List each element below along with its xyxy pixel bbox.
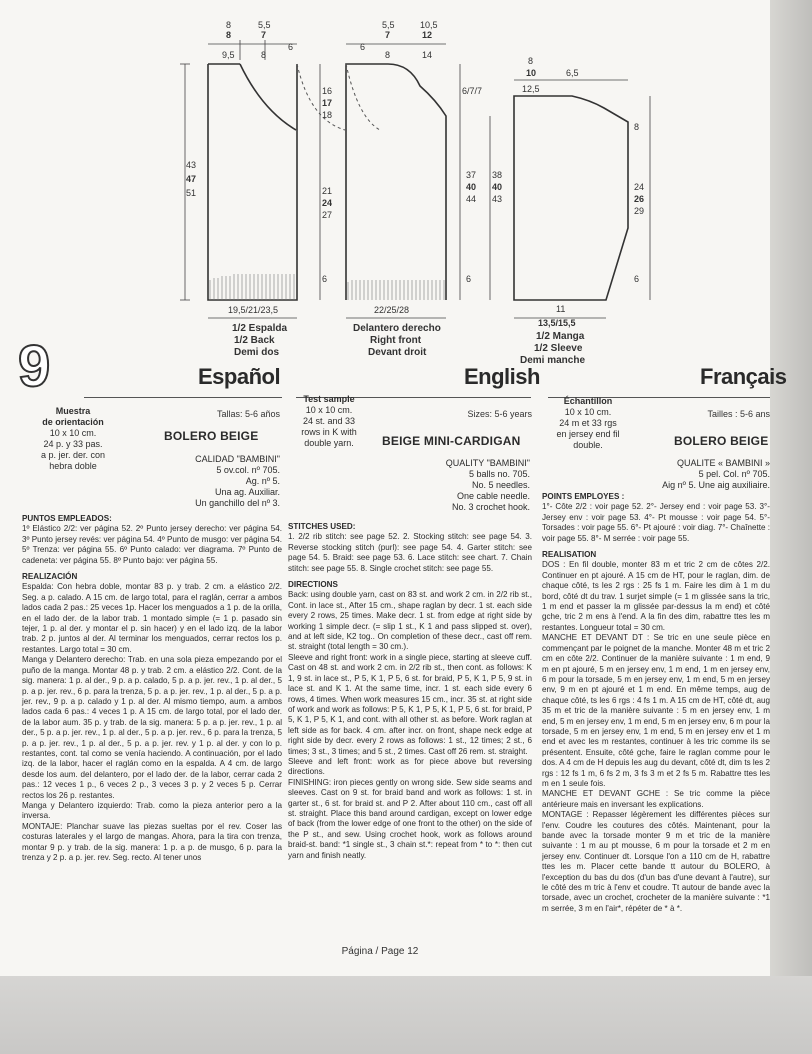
material-2: No. 5 needles. <box>471 480 530 490</box>
front-neckdrop: 6/7/7 <box>462 86 483 96</box>
material-1: 5 pel. Col. nº 705. <box>698 469 770 479</box>
front-top-a: 10,5 <box>420 20 438 30</box>
francais-instructions <box>542 492 770 932</box>
back-top-c: 9,5 <box>222 50 235 60</box>
english-sizes: Sizes: 5-6 years <box>467 409 532 419</box>
sleeve-len-b: 26 <box>634 194 645 204</box>
espanol-materials <box>150 454 280 509</box>
english-stitches-heading: STITCHES USED: <box>288 522 356 531</box>
next-page-edge <box>770 0 812 1054</box>
front-h1-b: 40 <box>466 182 477 192</box>
back-outline <box>208 64 297 300</box>
english-back: Back: using double yarn, cast on 83 st. and work 2 cm. in 2/2 rib st., Cont. in lace st., After 15 cm., shape raglan by decr. 1 st. each side every 2 rows, 25 times. Make decr. 1 st. from edge at right side by working 1 simple decr. (= slip 1 st., K 1 and pass slipped st. over), and at left side, K2 tog.. On completion of these decr., cast off rem. st. straight (total length = 30 cm.). <box>288 590 532 652</box>
espanol-manga-izq: Manga y Delantero izquierdo: Trab. como la pieza anterior pero a la inversa. <box>22 800 282 821</box>
back-top-b: 8 <box>226 30 232 40</box>
sleeve-top-a: 8 <box>528 56 534 66</box>
sleeve-cuff-a: 11 <box>556 304 566 314</box>
section-number: 9 <box>18 334 51 399</box>
front-h2-a: 38 <box>492 170 503 180</box>
english-materials <box>400 458 530 513</box>
back-height-b: 47 <box>186 174 197 184</box>
back-shoulder-b: 7 <box>261 30 267 40</box>
front-outline <box>346 64 446 300</box>
sample-line-0: Test sample <box>303 394 355 404</box>
material-1: 5 balls no. 705. <box>468 469 530 479</box>
english-sample <box>290 394 368 449</box>
english-instructions <box>288 522 532 942</box>
sleeve-name-es: 1/2 Manga <box>536 331 585 342</box>
francais-points: 1°- Côte 2/2 : voir page 52. 2°- Jersey end : voir page 53. 3°- Jersey env : voir page 53. 4°- Pt mousse : voir page 54. 5°- Torsades : voir page 55. 6°- Pt ajouré : voir diag. 7°- Chaînette : voir page 55. 8°- M serrée : voir page 55. <box>542 502 770 543</box>
english-product: BEIGE MINI-CARDIGAN <box>382 434 521 448</box>
front-top-c: 14 <box>422 50 433 60</box>
front-h1-a: 37 <box>466 170 477 180</box>
francais-realisation-heading: REALISATION <box>542 550 597 560</box>
front-h2-c: 43 <box>492 194 503 204</box>
sample-line-2: 24 st. and 33 <box>302 416 356 426</box>
francais-title: Français <box>700 364 787 389</box>
front-h1-c: 44 <box>466 194 477 204</box>
espanol-puntos-heading: PUNTOS EMPLEADOS: <box>22 514 112 523</box>
english-finishing: FINISHING: iron pieces gently on wrong side. Sew side seams and sleeves. Cast on 9 st. for braid band and work as follows: 1 st. in garter st., 6 st. for braid st. and P 2. After about 110 cm., cast off all st. straight. Place this band around cardigan, except on lower edge of back (from the lower edge of one front to the other) on the side of the P st., and sew. Using crochet hook, work as follows around braid-st. band: *1 single st., 3 chain st.*: repeat from * to *: then cut yarn and finish neatly. <box>288 777 532 860</box>
front-top-b: 12 <box>422 30 433 40</box>
sleeve-name-en: 1/2 Sleeve <box>534 343 583 354</box>
material-3: One cable needle. <box>456 491 530 501</box>
francais-dos: DOS : En fil double, monter 83 m et tric 2 cm de côtes 2/2. Continuer en pt ajouré. A 15 cm de HT, pour le raglan, dim. de chaque côté, ts les 2 rgs : 25 fs 1 m. Faire les dim à 1 m du bord, côté dt du trav. 1 surjet simple (= 1 m glissée sans la tric, 1 m end et passer la m glissée par-dessus la m end) et côté gche, tric 2 m ens à l'end. A la fin des dim, rabattre ttes les m restantes. Longueur total = 30 cm. <box>542 560 770 632</box>
knitting-schematic <box>0 0 770 366</box>
sleeve-side: 6,5 <box>566 68 579 78</box>
sample-line-3: 24 p. y 33 pas. <box>43 439 103 449</box>
sleeve-cuff-b: 13,5/15,5 <box>538 318 576 328</box>
sleeve-rib: 6 <box>634 274 640 284</box>
material-4: Un ganchillo del nº 3. <box>195 498 280 508</box>
material-0: CALIDAD "BAMBINI" <box>195 454 280 464</box>
english-title: English <box>464 364 540 389</box>
back-side-b: 24 <box>322 198 333 208</box>
francais-product: BOLERO BEIGE <box>674 434 769 448</box>
espanol-rule <box>84 397 282 398</box>
espanol-title: Español <box>198 364 281 389</box>
espanol-montaje: MONTAJE: Planchar suave las piezas sueltas por el rev. Coser las costuras laterales y el largo de mangas. Ahora, para la tira con trenza, montar 9 p. y trab. de la sig. manera: 1 p. a p. de musgo, 6 p. para la trenza y 2 p. a p. jer. rev. Seg. recto. Al tener unos <box>22 821 282 862</box>
sample-line-3: rows in K with <box>301 427 357 437</box>
back-width: 19,5/21/23,5 <box>228 305 279 315</box>
sample-line-1: 10 x 10 cm. <box>564 407 612 417</box>
back-rib: 6 <box>322 274 328 284</box>
espanol-manga: Manga y Delantero derecho: Trab. en una sola pieza empezando por el puño de la manga. Montar 48 p. y trab. 2 cm. a elástico 2/2. Cont. de la sig. manera: 1 p. al der., 9 p. a p. calado, 5 p. a p. jer. rev., 1 p. al der., 5 p. a p. jer. rev., 6 p. para la trenza, 5 p. a p. jer. rev., 1 p. al der., 5 p. a p. jer. rev., 9 p. a p. calado y 1 p. al der. Al mismo tiempo, aum. a ambos lados cada 6 pas.: 4 veces 1 p. A 15 cm. de largo total, por el lado der. de la labor aum. 35 p. y trab. de la sig. manera: 5 p. a p. jer. rev., 1 p. al der., 5 p. a p. jer. rev., 1 p. al der., 5 p. a p. jer. rev., 6 p. para la trenza, 5 p. a p. jer. rev., 1 p. al der., 5 p. a p. jer. rev. y 1 p. al der. y con lo p. restantes, cont. tal como se venía haciendo. A continuación, por el lado izq. de la labor, hacer el raglán como en la espalda. A 4 cm. de largo desde los aum. del delantero, por el lado der. de la labor, cerrar cada 2 pas.: 12 veces 1 p., 6 veces 2 p., 3 veces 3 p. y 2 veces 5 p. Cerrar rectos los 26 p. restantes. <box>22 655 282 800</box>
material-2: Ag. nº 5. <box>245 476 280 486</box>
back-neckline <box>240 64 296 130</box>
back-name-en: 1/2 Back <box>234 335 275 346</box>
espanol-puntos: 1º Elástico 2/2: ver página 52. 2º Punto jersey derecho: ver página 54. 3º Punto jersey revés: ver página 54. 4º Punto de musgo: ver página 54. 5º Trenza: ver página 55. 6º Punto calado: ver diagrama. 7º Punto de cadeneta: ver página 55. 8º Punto bajo: ver página 55. <box>22 524 282 565</box>
sleeve-len-c: 29 <box>634 206 645 216</box>
espanol-sample <box>28 406 118 472</box>
front-width: 22/25/28 <box>374 305 410 315</box>
back-top-a: 8 <box>226 20 232 30</box>
front-shoulder-a: 5,5 <box>382 20 395 30</box>
front-rib: 6 <box>466 274 472 284</box>
espanol-instructions <box>22 514 282 944</box>
back-name-fr: Demi dos <box>234 347 280 358</box>
francais-manche: MANCHE ET DEVANT DT : Se tric en une seule pièce en commençant par le poignet de la manche. Monter 48 m et tric 2 cm en côte 2/2. Continuer de la manière suivante : 1 m end, 9 m en pt ajouré, 5 m en jersey env, 1 m end, 1 m en jersey env, 6 m pour la torsade, 5 m en jersey env, 1 m end, 5 m en jersey env, 9 m en pt ajouré et 1 m end. En même temps, aug de chaque côté, ts les 6 rgs : 4 fs 1 m. A 15 cm de HT, côté dt, aug 35 m et tric de la manière suivante : 5 m en jersey env, 1 m end, 5 m en jersey env, 1 m end, 5 m en jersey env, 6 m pour la torsade, 5 m en jersey env, 1 m end, 5 m en jersey env et 1 m end et avec les m restantes, continuer à les tric comme ils se présentent. Ensuite, côté gche, faire le raglan comme pour le dos. A 4 cm de H depuis les aug du devant, côté dt, dim ts les 2 rgs : 12 fs 1 m, 6 fs 2 m, 3 fs 3 m et 2 fs 5 m. Rabattre ttes les m en 1 seule fois. <box>542 633 770 788</box>
back-height-a: 43 <box>186 160 197 170</box>
espanol-espalda: Espalda: Con hebra doble, montar 83 p. y trab. 2 cm. a elástico 2/2. Seg. a p. calado. A 15 cm. de largo total, para el raglán, cerrar a ambos lados cada 2 pas.: 25 veces 1p. Hacer los menguados a 1 p. de la orilla, en el lado der. de la labor trab. 1 montado simple (= 1 p. pasado sin tejer, 1 p. al der. y montar el p. sin hacer) y en el lado izq. de la labor trab. 2 p. juntos al der. Al terminar los menguados, cerrar rectos los p. restantes. Largo total = 30 cm. <box>22 582 282 654</box>
francais-materials <box>650 458 770 491</box>
sleeve-cap: 8 <box>634 122 640 132</box>
material-0: QUALITE « BAMBINI » <box>676 458 770 468</box>
sample-line-2: 10 x 10 cm. <box>49 428 97 438</box>
francais-sizes: Tailles : 5-6 ans <box>707 409 770 419</box>
back-side-a: 21 <box>322 186 333 196</box>
francais-manche-g: MANCHE ET DEVANT GCHE : Se tric comme la pièce antérieure mais en inversant les explications. <box>542 789 770 809</box>
sample-line-4: double. <box>573 440 603 450</box>
back-armhole-c: 18 <box>322 110 333 120</box>
sample-line-2: 24 m et 33 rgs <box>559 418 617 428</box>
espanol-product: BOLERO BEIGE <box>164 429 259 443</box>
sample-line-4: a p. jer. der. con <box>40 450 106 460</box>
page-footer: Página / Page 12 <box>341 946 419 957</box>
back-armhole-b: 17 <box>322 98 333 108</box>
sleeve-name-fr: Demi manche <box>520 355 586 366</box>
material-0: QUALITY "BAMBINI" <box>445 458 530 468</box>
material-3: Una ag. Auxiliar. <box>214 487 280 497</box>
sample-line-4: double yarn. <box>304 438 354 448</box>
francais-points-heading: POINTS EMPLOYES : <box>542 492 625 501</box>
front-h2-b: 40 <box>492 182 503 192</box>
francais-montage: MONTAGE : Repasser légèrement les différentes pièces sur l'env. Coudre les coutures des côtés. Maintenant, pour la bande avec la torsade monter 9 m et tric de la manière suivante : 1 m au pt mousse, 6 m pour la torsade et 2 m en jersey env. Continuer dt. Lorsque l'on a 110 cm de H, rabattre ttes les m. Placer cette bande tt autour du BOLERO, à l'exception du bas du dos (d'un bas d'une devant à l'autre), sur le côté des m tric à l'env et coudre. Tt autour de bande avec la torsade, avec un crochet, crocheter de la manière suivante : *1 m serrée, 3 m en l'air*, répéter de * à *. <box>542 810 770 913</box>
back-height-c: 51 <box>186 188 197 198</box>
sample-line-1: 10 x 10 cm. <box>305 405 353 415</box>
sample-line-5: hebra doble <box>49 461 97 471</box>
francais-sample <box>545 396 631 451</box>
sleeve-outline <box>514 96 628 300</box>
back-side-c: 27 <box>322 210 333 220</box>
front-neck: 6 <box>360 42 366 52</box>
front-name-es: Delantero derecho <box>353 323 441 334</box>
espanol-sizes: Tallas: 5-6 años <box>216 409 280 419</box>
english-sleeve: Sleeve and right front: work in a single piece, starting at sleeve cuff. Cast on 48 st. and work 2 cm. in 2/2 rib st., then cont. as follows: K 1, 9 st. in lace st., P 5, K 1, P 5, 6 st. for braid, P 5, K 1, P 5, 9 st. in lace st. and K 1. At the same time, incr. 1 st. each side every 6 rows, 4 times. When work measures 15 cm., incr. 35 st. at right side of work and work as follows: P 5, K 1, P 5, K 1, P 5, 6 st. for braid, P 5, K 1, P 5, K 1, and cont. with all other st. as before. Work raglan at left side as for back. 4 cm. after incr. on front, shape neck edge at right side by decr. every 2 rows as follows: 1 st., 12 times; 2 st., 6 times; 3 st., 3 times; and 5 st., 2 times. Cast off 26 rem. st. straight. <box>288 652 532 756</box>
espanol-realizacion-heading: REALIZACIÓN <box>22 572 78 582</box>
sleeve-top-c: 12,5 <box>522 84 540 94</box>
english-sleeve-left: Sleeve and left front: work as for piece above but reversing directions. <box>288 756 532 777</box>
english-directions-heading: DIRECTIONS <box>288 580 338 590</box>
sleeve-top-b: 10 <box>526 68 537 78</box>
front-name-en: Right front <box>370 335 422 346</box>
sample-line-0: Échantillon <box>563 396 613 406</box>
scan-bottom-strip <box>0 976 812 1054</box>
front-shoulder-b: 7 <box>385 30 391 40</box>
sample-line-0: Muestra <box>55 406 91 416</box>
back-armhole-a: 16 <box>322 86 333 96</box>
back-shoulder-a: 5,5 <box>258 20 271 30</box>
back-shoulder-c: 8 <box>261 50 267 60</box>
material-4: No. 3 crochet hook. <box>451 502 530 512</box>
material-2: Aig nº 5. Une aig auxiliaire. <box>662 480 770 490</box>
material-1: 5 ov.col. nº 705. <box>216 465 280 475</box>
back-name-es: 1/2 Espalda <box>232 323 288 334</box>
back-neck: 6 <box>288 42 294 52</box>
sleeve-len-a: 24 <box>634 182 645 192</box>
sample-line-1: de orientación <box>42 417 104 427</box>
sample-line-3: en jersey end fil <box>556 429 620 439</box>
english-stitches: 1. 2/2 rib stitch: see page 52. 2. Stocking stitch: see page 54. 3. Reverse stocking stitch (purl): see page 54. 4. Garter stitch: see page 54. 5. Braid: see page 53. 6. Lace stitch: see chart. 7. Chain stitch: see page 55. 8. Single crochet stitch: see page 55. <box>288 532 532 573</box>
front-name-fr: Devant droit <box>368 347 427 358</box>
front-shoulder-c: 8 <box>385 50 391 60</box>
